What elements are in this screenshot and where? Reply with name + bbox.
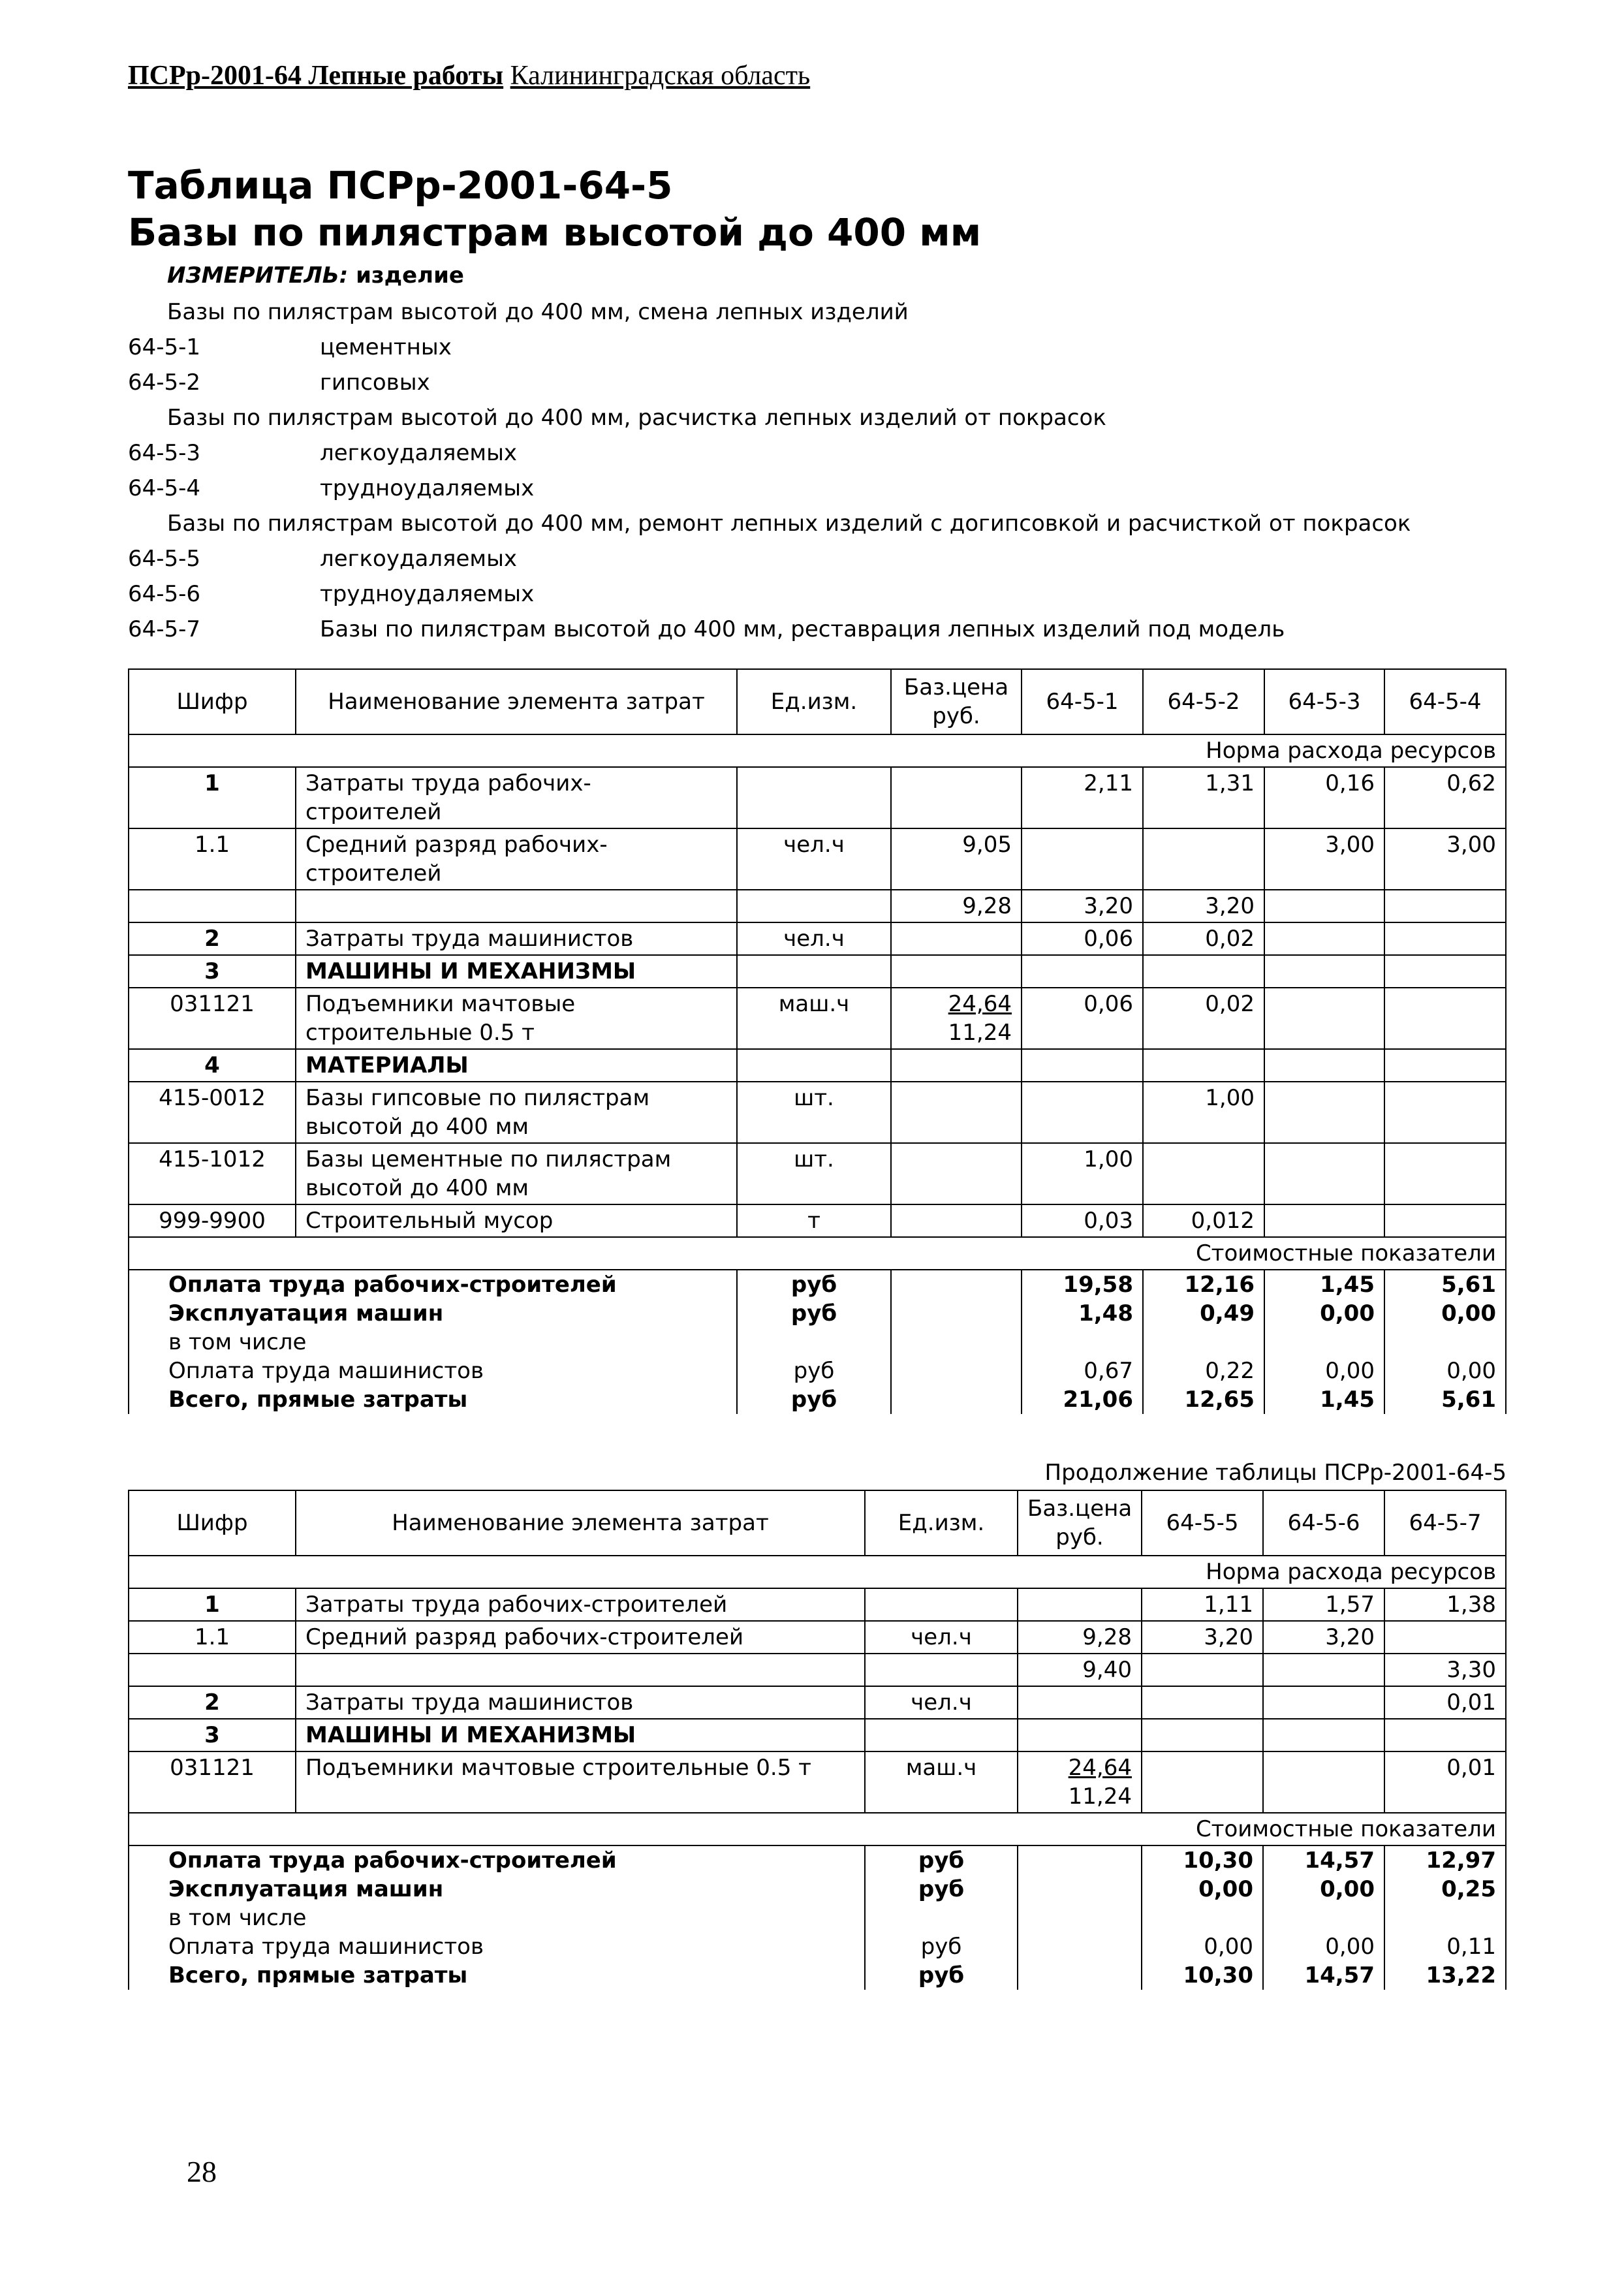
total-name: Оплата труда машинистов — [129, 1357, 737, 1385]
section-heading: МАШИНЫ И МЕХАНИЗМЫ — [296, 1719, 865, 1751]
row-value: 3,30 — [1384, 1654, 1506, 1686]
row-value: 0,02 — [1143, 988, 1264, 1049]
row-value — [1264, 1204, 1384, 1237]
total-unit — [865, 1904, 1018, 1932]
row-code: 1 — [129, 1588, 296, 1621]
measure-label: ИЗМЕРИТЕЛЬ: — [167, 262, 349, 289]
row-name: Затраты труда рабочих-строителей — [296, 1588, 865, 1621]
norm-section-label: Норма расхода ресурсов — [129, 1556, 1506, 1588]
row-value: 1,11 — [1142, 1588, 1263, 1621]
row-value: 2,11 — [1022, 767, 1143, 828]
row-unit: шт. — [737, 1082, 891, 1143]
column-variant: 64-5-5 — [1142, 1490, 1263, 1556]
table-row — [129, 988, 1506, 1049]
column-variant: 64-5-4 — [1384, 669, 1506, 734]
total-value: 14,57 — [1263, 1845, 1384, 1875]
price-value-2: 11,24 — [1068, 1783, 1132, 1810]
row-value: 0,62 — [1384, 767, 1506, 828]
row-price — [891, 1204, 1022, 1237]
row-value: 0,06 — [1022, 988, 1143, 1049]
row-price — [1018, 1621, 1142, 1654]
row-unit — [865, 1654, 1018, 1686]
empty-cell — [1142, 1719, 1263, 1751]
continuation-note: Продолжение таблицы ПСРр-2001-64-5 — [1044, 1460, 1507, 1486]
row-value — [1142, 1686, 1263, 1719]
row-value — [1384, 890, 1506, 922]
empty-cell — [737, 1049, 891, 1082]
row-unit: чел.ч — [737, 922, 891, 955]
total-row — [129, 1875, 1506, 1904]
total-name: в том числе — [129, 1328, 737, 1357]
row-code: 1 — [129, 767, 296, 828]
measure-value: изделие — [356, 262, 464, 289]
total-name: Эксплуатация машин — [129, 1875, 865, 1904]
row-value — [1263, 1686, 1384, 1719]
line-code: 64-5-6 — [128, 581, 201, 607]
row-price — [1018, 1751, 1142, 1813]
empty-cell — [1264, 955, 1384, 988]
total-value: 0,22 — [1143, 1357, 1264, 1385]
table-row — [129, 828, 1506, 890]
line-code: 64-5-2 — [128, 369, 201, 396]
total-value: 12,97 — [1384, 1845, 1506, 1875]
total-value: 0,00 — [1264, 1299, 1384, 1328]
line-text: трудноудаляемых — [320, 475, 535, 501]
table-subtitle: Базы по пилястрам высотой до 400 мм — [128, 210, 982, 255]
row-code: 4 — [129, 1049, 296, 1082]
empty-cell — [891, 1328, 1022, 1357]
line-code: 64-5-4 — [128, 475, 201, 501]
empty-cell — [891, 1049, 1022, 1082]
table-row — [129, 1049, 1506, 1082]
table-row — [129, 955, 1506, 988]
total-value: 5,61 — [1384, 1385, 1506, 1414]
row-price — [891, 1082, 1022, 1143]
row-value — [1384, 1621, 1506, 1654]
total-unit: руб — [865, 1845, 1018, 1875]
section-row — [129, 734, 1506, 767]
row-name: Базы цементные по пилястрам высотой до 400 мм — [296, 1143, 737, 1204]
row-unit — [737, 767, 891, 828]
total-name: в том числе — [129, 1904, 865, 1932]
row-value — [1264, 1082, 1384, 1143]
total-row — [129, 1385, 1506, 1414]
row-value: 3,20 — [1022, 890, 1143, 922]
row-value: 1,00 — [1143, 1082, 1264, 1143]
row-name: Базы гипсовые по пилястрам высотой до 400 мм — [296, 1082, 737, 1143]
resource-table-2 — [128, 1490, 1507, 1990]
row-value — [1022, 1082, 1143, 1143]
row-name: Подъемники мачтовые строительные 0.5 т — [296, 988, 737, 1049]
row-name: Строительный мусор — [296, 1204, 737, 1237]
empty-cell — [737, 955, 891, 988]
row-value — [1384, 1204, 1506, 1237]
row-unit — [737, 890, 891, 922]
empty-cell — [891, 955, 1022, 988]
table-row — [129, 767, 1506, 828]
row-value: 3,00 — [1384, 828, 1506, 890]
column-unit: Ед.изм. — [737, 669, 891, 734]
total-value — [1143, 1328, 1264, 1357]
row-code: 031121 — [129, 988, 296, 1049]
line-code: 64-5-7 — [128, 616, 201, 642]
price-value: 9,28 — [1082, 1624, 1132, 1650]
row-value: 1,00 — [1022, 1143, 1143, 1204]
row-value — [1142, 1654, 1263, 1686]
row-value — [1264, 988, 1384, 1049]
price-value: 24,64 — [948, 991, 1012, 1017]
row-code: 415-0012 — [129, 1082, 296, 1143]
row-value — [1384, 1082, 1506, 1143]
header-code: ПСРр-2001-64 Лепные работы — [128, 61, 504, 91]
table-row — [129, 1751, 1506, 1813]
row-unit: чел.ч — [865, 1686, 1018, 1719]
total-row — [129, 1932, 1506, 1961]
price-value-2: 11,24 — [948, 1020, 1012, 1046]
row-unit: чел.ч — [737, 828, 891, 890]
row-code: 999-9900 — [129, 1204, 296, 1237]
total-value: 0,00 — [1142, 1932, 1263, 1961]
total-unit — [737, 1328, 891, 1357]
total-value: 0,00 — [1142, 1875, 1263, 1904]
line-code: 64-5-3 — [128, 440, 201, 466]
empty-cell — [1018, 1719, 1142, 1751]
row-name: Средний разряд рабочих-строителей — [296, 828, 737, 890]
row-value: 0,06 — [1022, 922, 1143, 955]
table-row — [129, 890, 1506, 922]
total-value: 0,49 — [1143, 1299, 1264, 1328]
row-unit: маш.ч — [737, 988, 891, 1049]
row-price — [891, 988, 1022, 1049]
row-value — [1263, 1654, 1384, 1686]
table-row — [129, 1654, 1506, 1686]
total-value: 0,00 — [1384, 1299, 1506, 1328]
price-value: 9,05 — [962, 832, 1012, 858]
total-value: 14,57 — [1263, 1961, 1384, 1990]
empty-cell — [1018, 1904, 1142, 1932]
row-code — [129, 1654, 296, 1686]
line-heading: Базы по пилястрам высотой до 400 мм, смена лепных изделий — [167, 299, 909, 325]
row-value: 1,31 — [1143, 767, 1264, 828]
row-value: 0,01 — [1384, 1686, 1506, 1719]
total-value: 0,00 — [1384, 1357, 1506, 1385]
row-name: Затраты труда рабочих-строителей — [296, 767, 737, 828]
table-title: Таблица ПСРр-2001-64-5 — [128, 163, 673, 208]
total-unit: руб — [737, 1385, 891, 1414]
section-row — [129, 1813, 1506, 1845]
total-name: Оплата труда рабочих-строителей — [129, 1845, 865, 1875]
total-unit: руб — [737, 1270, 891, 1299]
row-value: 3,00 — [1264, 828, 1384, 890]
line-text: гипсовых — [320, 369, 430, 396]
line-text: Базы по пилястрам высотой до 400 мм, реставрация лепных изделий под модель — [320, 616, 1285, 642]
empty-cell — [1018, 1961, 1142, 1990]
column-variant: 64-5-6 — [1263, 1490, 1384, 1556]
row-value — [1264, 890, 1384, 922]
table-row — [129, 1204, 1506, 1237]
column-variant: 64-5-7 — [1384, 1490, 1506, 1556]
total-name: Эксплуатация машин — [129, 1299, 737, 1328]
resource-table-1 — [128, 668, 1507, 1414]
row-value: 1,38 — [1384, 1588, 1506, 1621]
row-value — [1264, 922, 1384, 955]
price-value: 9,28 — [962, 893, 1012, 919]
row-code: 031121 — [129, 1751, 296, 1813]
total-value — [1142, 1904, 1263, 1932]
total-row — [129, 1357, 1506, 1385]
cost-section-label: Стоимостные показатели — [129, 1237, 1506, 1270]
row-price — [1018, 1686, 1142, 1719]
total-value: 0,00 — [1263, 1875, 1384, 1904]
line-text: легкоудаляемых — [320, 440, 518, 466]
empty-cell — [1143, 1049, 1264, 1082]
page-number: 28 — [187, 2155, 217, 2188]
total-value: 0,67 — [1022, 1357, 1143, 1385]
table-row — [129, 1686, 1506, 1719]
total-row — [129, 1299, 1506, 1328]
column-variant: 64-5-1 — [1022, 669, 1143, 734]
section-heading: МАТЕРИАЛЫ — [296, 1049, 737, 1082]
total-unit: руб — [737, 1357, 891, 1385]
row-code: 3 — [129, 955, 296, 988]
row-code: 1.1 — [129, 828, 296, 890]
empty-cell — [891, 1385, 1022, 1414]
row-unit: шт. — [737, 1143, 891, 1204]
header-row — [129, 1490, 1506, 1556]
price-value: 24,64 — [1068, 1755, 1132, 1781]
total-name: Всего, прямые затраты — [129, 1385, 737, 1414]
line-heading: Базы по пилястрам высотой до 400 мм, ремонт лепных изделий с догипсовкой и расчисткой от покрасок — [167, 510, 1411, 537]
row-code: 415-1012 — [129, 1143, 296, 1204]
total-value: 10,30 — [1142, 1845, 1263, 1875]
total-value: 1,48 — [1022, 1299, 1143, 1328]
column-price: Баз.цена руб. — [1018, 1490, 1142, 1556]
total-name: Оплата труда рабочих-строителей — [129, 1270, 737, 1299]
total-name: Всего, прямые затраты — [129, 1961, 865, 1990]
row-value: 1,57 — [1263, 1588, 1384, 1621]
row-code: 2 — [129, 922, 296, 955]
row-value: 3,20 — [1263, 1621, 1384, 1654]
column-code: Шифр — [129, 1490, 296, 1556]
row-name: Затраты труда машинистов — [296, 922, 737, 955]
total-row — [129, 1328, 1506, 1357]
total-value: 10,30 — [1142, 1961, 1263, 1990]
cost-section-label: Стоимостные показатели — [129, 1813, 1506, 1845]
total-value: 21,06 — [1022, 1385, 1143, 1414]
total-value — [1264, 1328, 1384, 1357]
row-name — [296, 890, 737, 922]
row-unit — [865, 1588, 1018, 1621]
total-row — [129, 1904, 1506, 1932]
row-name: Подъемники мачтовые строительные 0.5 т — [296, 1751, 865, 1813]
row-value: 0,01 — [1384, 1751, 1506, 1813]
row-code: 1.1 — [129, 1621, 296, 1654]
table-row — [129, 1719, 1506, 1751]
header-row — [129, 669, 1506, 734]
total-value: 12,65 — [1143, 1385, 1264, 1414]
total-unit: руб — [865, 1932, 1018, 1961]
row-unit: маш.ч — [865, 1751, 1018, 1813]
table-row — [129, 922, 1506, 955]
row-price — [891, 922, 1022, 955]
section-row — [129, 1556, 1506, 1588]
total-value: 1,45 — [1264, 1270, 1384, 1299]
row-unit: т — [737, 1204, 891, 1237]
row-code — [129, 890, 296, 922]
row-unit: чел.ч — [865, 1621, 1018, 1654]
row-code: 3 — [129, 1719, 296, 1751]
total-unit: руб — [865, 1875, 1018, 1904]
row-value: 3,20 — [1143, 890, 1264, 922]
row-price — [1018, 1588, 1142, 1621]
line-code: 64-5-5 — [128, 546, 201, 572]
row-price — [891, 828, 1022, 890]
column-name: Наименование элемента затрат — [296, 669, 737, 734]
line-text: цементных — [320, 334, 452, 360]
total-value — [1263, 1904, 1384, 1932]
empty-cell — [1018, 1932, 1142, 1961]
empty-cell — [1018, 1875, 1142, 1904]
header-region: Калининградская область — [510, 61, 811, 91]
norm-section-label: Норма расхода ресурсов — [129, 734, 1506, 767]
line-text: легкоудаляемых — [320, 546, 518, 572]
row-code: 2 — [129, 1686, 296, 1719]
row-value — [1263, 1751, 1384, 1813]
row-price — [1018, 1654, 1142, 1686]
column-variant: 64-5-2 — [1143, 669, 1264, 734]
empty-cell — [1384, 1049, 1506, 1082]
total-value: 0,11 — [1384, 1932, 1506, 1961]
row-value — [1022, 828, 1143, 890]
empty-cell — [865, 1719, 1018, 1751]
row-value — [1384, 988, 1506, 1049]
column-variant: 64-5-3 — [1264, 669, 1384, 734]
empty-cell — [1022, 1049, 1143, 1082]
row-value — [1264, 1143, 1384, 1204]
table-row — [129, 1082, 1506, 1143]
row-value — [1384, 922, 1506, 955]
line-text: трудноудаляемых — [320, 581, 535, 607]
row-value — [1142, 1751, 1263, 1813]
empty-cell — [1264, 1049, 1384, 1082]
total-value: 12,16 — [1143, 1270, 1264, 1299]
row-value: 3,20 — [1142, 1621, 1263, 1654]
column-unit: Ед.изм. — [865, 1490, 1018, 1556]
empty-cell — [1384, 955, 1506, 988]
empty-cell — [1143, 955, 1264, 988]
row-value: 0,012 — [1143, 1204, 1264, 1237]
column-price: Баз.цена руб. — [891, 669, 1022, 734]
row-value — [1384, 1143, 1506, 1204]
empty-cell — [891, 1270, 1022, 1299]
empty-cell — [891, 1357, 1022, 1385]
total-value: 1,45 — [1264, 1385, 1384, 1414]
row-price — [891, 890, 1022, 922]
total-value: 0,25 — [1384, 1875, 1506, 1904]
row-value — [1143, 828, 1264, 890]
total-value: 19,58 — [1022, 1270, 1143, 1299]
row-price — [891, 767, 1022, 828]
row-name — [296, 1654, 865, 1686]
price-value: 9,40 — [1082, 1657, 1132, 1683]
total-value: 0,00 — [1263, 1932, 1384, 1961]
section-heading: МАШИНЫ И МЕХАНИЗМЫ — [296, 955, 737, 988]
row-price — [891, 1143, 1022, 1204]
total-row — [129, 1961, 1506, 1990]
column-name: Наименование элемента затрат — [296, 1490, 865, 1556]
row-name: Затраты труда машинистов — [296, 1686, 865, 1719]
line-heading: Базы по пилястрам высотой до 400 мм, расчистка лепных изделий от покрасок — [167, 405, 1106, 431]
row-name: Средний разряд рабочих-строителей — [296, 1621, 865, 1654]
table-row — [129, 1143, 1506, 1204]
empty-cell — [891, 1299, 1022, 1328]
table-row — [129, 1621, 1506, 1654]
empty-cell — [1384, 1719, 1506, 1751]
total-value — [1384, 1328, 1506, 1357]
table-row — [129, 1588, 1506, 1621]
empty-cell — [1263, 1719, 1384, 1751]
empty-cell — [1022, 955, 1143, 988]
row-value: 0,02 — [1143, 922, 1264, 955]
row-value — [1143, 1143, 1264, 1204]
row-value: 0,03 — [1022, 1204, 1143, 1237]
line-code: 64-5-1 — [128, 334, 201, 360]
measure-line — [167, 262, 464, 289]
column-code: Шифр — [129, 669, 296, 734]
total-value — [1384, 1904, 1506, 1932]
total-row — [129, 1845, 1506, 1875]
total-name: Оплата труда машинистов — [129, 1932, 865, 1961]
total-value: 5,61 — [1384, 1270, 1506, 1299]
total-unit: руб — [865, 1961, 1018, 1990]
total-value: 13,22 — [1384, 1961, 1506, 1990]
empty-cell — [1018, 1845, 1142, 1875]
running-header — [128, 60, 810, 91]
row-value: 0,16 — [1264, 767, 1384, 828]
total-value: 0,00 — [1264, 1357, 1384, 1385]
total-unit: руб — [737, 1299, 891, 1328]
section-row — [129, 1237, 1506, 1270]
total-value — [1022, 1328, 1143, 1357]
total-row — [129, 1270, 1506, 1299]
